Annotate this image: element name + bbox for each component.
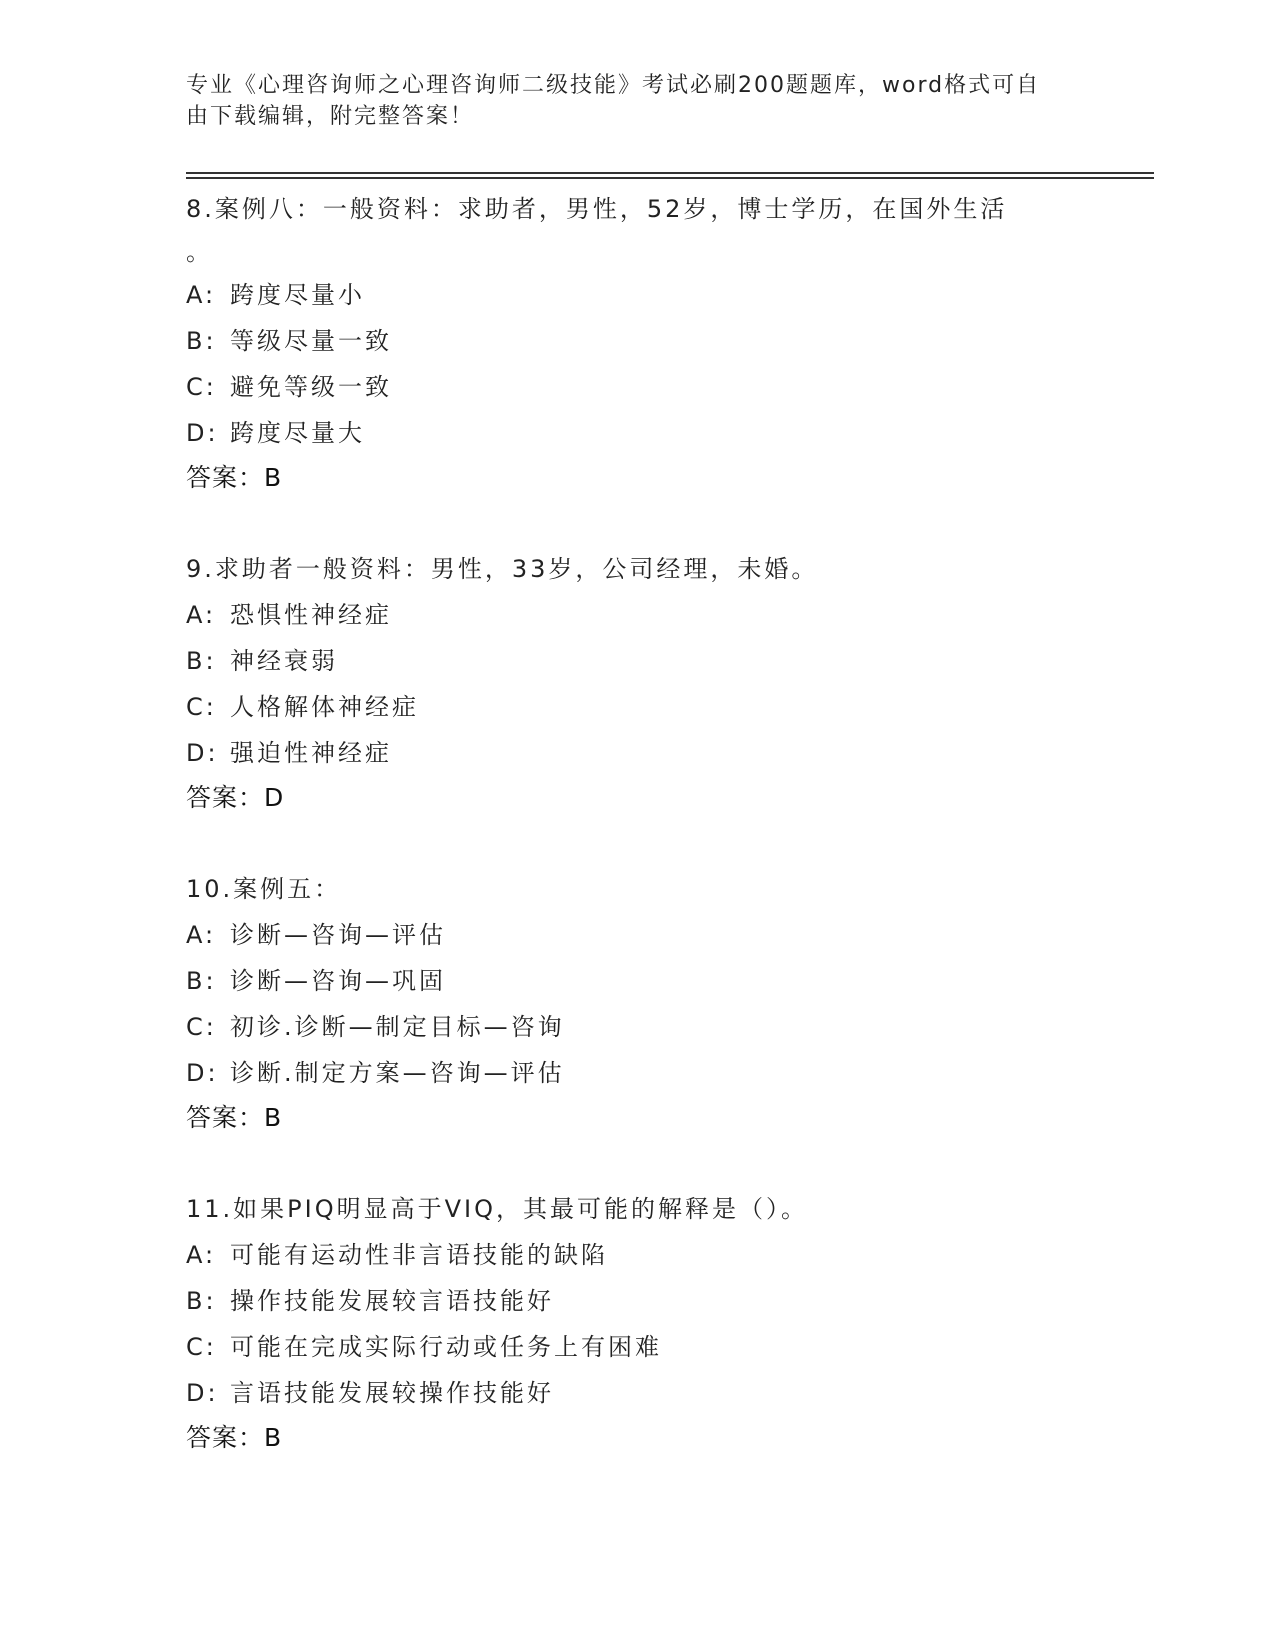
- question-text: 11.如果PIQ明显高于VIQ，其最可能的解释是（）。: [186, 1195, 808, 1223]
- option-text: 跨度尽量小: [230, 281, 365, 309]
- option-c: [186, 1004, 1086, 1050]
- option-a: [186, 912, 1086, 958]
- option-text: 避免等级一致: [230, 373, 392, 401]
- question-continuation: 。: [186, 238, 210, 266]
- option-key: A:: [186, 921, 217, 949]
- option-c: [186, 364, 1086, 410]
- option-key: B:: [186, 327, 217, 355]
- option-key: B:: [186, 1287, 217, 1315]
- option-key: C:: [186, 373, 217, 401]
- option-text: 可能有运动性非言语技能的缺陷: [230, 1241, 608, 1269]
- option-key: B:: [186, 967, 217, 995]
- option-d: [186, 1050, 1086, 1096]
- option-b: [186, 1278, 1086, 1324]
- header-line-1: 专业《心理咨询师之心理咨询师二级技能》考试必刷200题题库，word格式可自: [186, 73, 1041, 98]
- header-divider-upper: [186, 172, 1154, 174]
- option-key: C:: [186, 1333, 217, 1361]
- question-10: [186, 866, 1086, 1140]
- option-text: 恐惧性神经症: [230, 601, 392, 629]
- option-key: B:: [186, 647, 217, 675]
- option-key: A:: [186, 601, 217, 629]
- question-9: [186, 546, 1086, 820]
- option-text: 诊断.制定方案—咨询—评估: [230, 1059, 565, 1087]
- option-key: D:: [186, 1379, 219, 1407]
- option-key: C:: [186, 1013, 217, 1041]
- option-text: 神经衰弱: [230, 647, 338, 675]
- option-d: [186, 1370, 1086, 1416]
- question-text: 10.案例五：: [186, 875, 342, 903]
- option-text: 跨度尽量大: [230, 419, 365, 447]
- header-divider-lower: [186, 177, 1154, 179]
- option-text: 诊断—咨询—评估: [230, 921, 446, 949]
- answer-line: 答案：B: [186, 1103, 283, 1132]
- option-a: [186, 592, 1086, 638]
- option-b: [186, 958, 1086, 1004]
- option-b: [186, 638, 1086, 684]
- option-c: [186, 1324, 1086, 1370]
- answer-line: 答案：B: [186, 463, 283, 492]
- option-key: A:: [186, 281, 217, 309]
- option-text: 言语技能发展较操作技能好: [230, 1379, 554, 1407]
- question-11: [186, 1186, 1086, 1460]
- option-key: A:: [186, 1241, 217, 1269]
- option-text: 初诊.诊断—制定目标—咨询: [230, 1013, 565, 1041]
- option-c: [186, 684, 1086, 730]
- option-key: D:: [186, 739, 219, 767]
- option-key: D:: [186, 1059, 219, 1087]
- option-text: 诊断—咨询—巩固: [230, 967, 446, 995]
- option-text: 强迫性神经症: [230, 739, 392, 767]
- document-header: [186, 70, 1066, 132]
- option-text: 人格解体神经症: [230, 693, 419, 721]
- option-text: 等级尽量一致: [230, 327, 392, 355]
- option-a: [186, 1232, 1086, 1278]
- question-list: [186, 186, 1086, 1506]
- option-d: [186, 410, 1086, 456]
- option-text: 可能在完成实际行动或任务上有困难: [230, 1333, 662, 1361]
- answer-line: 答案：B: [186, 1423, 283, 1452]
- answer-line: 答案：D: [186, 783, 285, 812]
- option-d: [186, 730, 1086, 776]
- header-line-2: 由下载编辑，附完整答案！: [186, 104, 475, 129]
- option-key: C:: [186, 693, 217, 721]
- option-b: [186, 318, 1086, 364]
- option-a: [186, 272, 1086, 318]
- question-8: [186, 186, 1086, 500]
- question-text: 8.案例八：一般资料：求助者，男性，52岁，博士学历，在国外生活: [186, 195, 1008, 223]
- question-text: 9.求助者一般资料：男性，33岁，公司经理，未婚。: [186, 555, 819, 583]
- option-key: D:: [186, 419, 219, 447]
- option-text: 操作技能发展较言语技能好: [230, 1287, 554, 1315]
